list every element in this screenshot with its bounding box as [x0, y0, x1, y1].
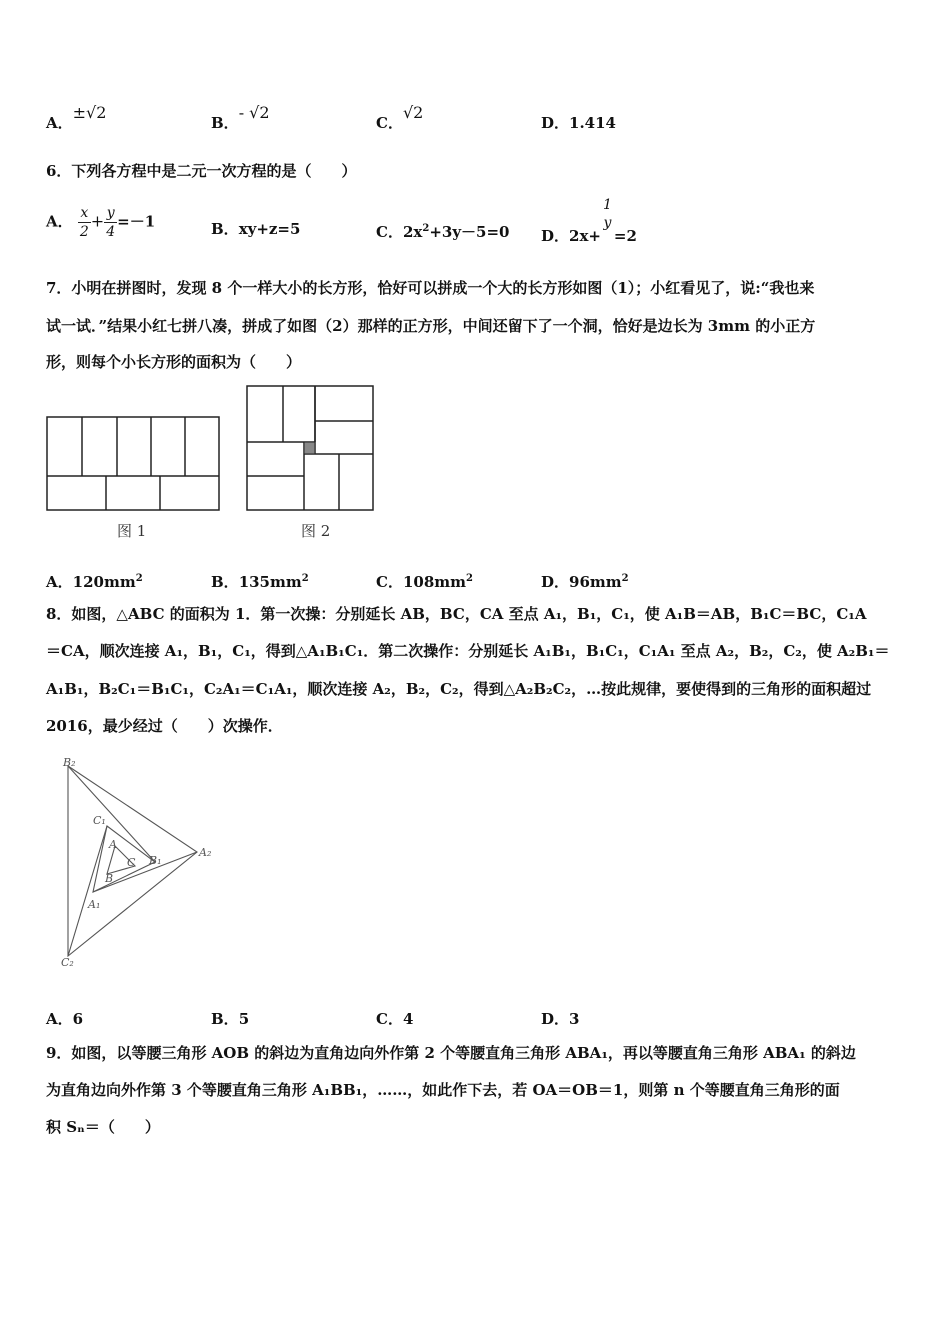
q5-option-c: C．√2: [376, 103, 424, 132]
label-a2: A₂: [199, 846, 212, 859]
q7-line-3: 形，则每个小长方形的面积为（ ）: [46, 353, 302, 371]
q8-option-b: B．5: [211, 1010, 250, 1028]
figure-1-caption: 图 1: [117, 522, 147, 540]
q8-line-4: 2016，最少经过（ ）次操作．: [46, 717, 283, 735]
q5-option-a: A．±√2: [46, 103, 107, 132]
q6-option-c: C．$2x^2+3y-5=0$: [376, 223, 510, 241]
q8-option-c: C．4: [376, 1010, 414, 1028]
label-b2: B₂: [63, 756, 76, 769]
q8-line-2: ＝CA，顺次连接 A₁，B₁，C₁，得到△A₁B₁C₁．第二次操作：分别延长 A₁B₁，B₁C₁，C₁A₁ 至点 A₂，B₂，C₂，使 A₂B₁＝: [46, 642, 890, 660]
label-b1: B₁: [149, 854, 162, 867]
q9-line-3: 积 Sₙ＝（ ）: [46, 1118, 160, 1136]
label-c2: C₂: [61, 956, 74, 969]
fraction-1-over-y: 1 y: [602, 197, 612, 231]
q5-option-b: B．- √2: [211, 103, 270, 132]
q6-option-d: D．2x+ 1 y =2: [541, 197, 637, 245]
q5-option-d: D．1.414: [541, 114, 616, 132]
q9-line-2: 为直角边向外作第 3 个等腰直角三角形 A₁BB₁，……，如此作下去，若 OA＝OB＝1，则第 n 个等腰直角三角形的面: [46, 1081, 840, 1099]
q8-option-d: D．3: [541, 1010, 580, 1028]
fraction-x-over-2: $\frac{x}{2}$: [79, 205, 89, 240]
q7-option-d: D．$96mm^2$: [541, 573, 629, 591]
q6-stem: 6．下列各方程中是二元一次方程的是（ ）: [46, 162, 357, 180]
label-a: A: [109, 838, 117, 851]
label-c: C: [127, 856, 136, 869]
q7-line-1: 7．小明在拼图时，发现 8 个一样大小的长方形，恰好可以拼成一个大的长方形如图（1）；小红看见了，说:“我也来: [46, 279, 815, 297]
hole-square: [304, 442, 315, 454]
figure-2-square: [246, 385, 376, 513]
q7-line-2: 试一试．”结果小红七拼八凑，拼成了如图（2）那样的正方形，中间还留下了一个洞，恰好是边长为 3mm 的小正方: [46, 317, 816, 335]
q8-option-a: A．6: [46, 1010, 84, 1028]
label-b: B: [105, 872, 114, 885]
figure-2-caption: 图 2: [301, 522, 331, 540]
q7-option-b: B．$135mm^2$: [211, 573, 309, 591]
q8-line-1: 8．如图，△ABC 的面积为 1．第一次操：分别延长 AB，BC，CA 至点 A₁，B₁，C₁，使 A₁B＝AB，B₁C＝BC，C₁A: [46, 605, 867, 623]
label-a1: A₁: [88, 898, 101, 911]
label-c1: C₁: [93, 814, 106, 827]
q9-line-1: 9．如图，以等腰三角形 AOB 的斜边为直角边向外作第 2 个等腰直角三角形 ABA₁，再以等腰直角三角形 ABA₁ 的斜边: [46, 1044, 856, 1062]
triangle-operations-figure: [55, 756, 225, 971]
q7-option-a: A．$120mm^2$: [46, 573, 143, 591]
q7-option-c: C．$108mm^2$: [376, 573, 473, 591]
q6-option-a: A． $\frac{x}{2}$ + $\frac{y}{4}$ =－1: [46, 205, 156, 240]
fraction-y-over-4: $\frac{y}{4}$: [106, 205, 116, 240]
figure-1-rectangles: [46, 416, 222, 512]
q8-line-3: A₁B₁，B₂C₁＝B₁C₁，C₂A₁＝C₁A₁，顺次连接 A₂，B₂，C₂，得到△A₂B₂C₂，…按此规律，要使得到的三角形的面积超过: [46, 680, 872, 698]
q6-option-b: B．xy+z=5: [211, 220, 301, 238]
